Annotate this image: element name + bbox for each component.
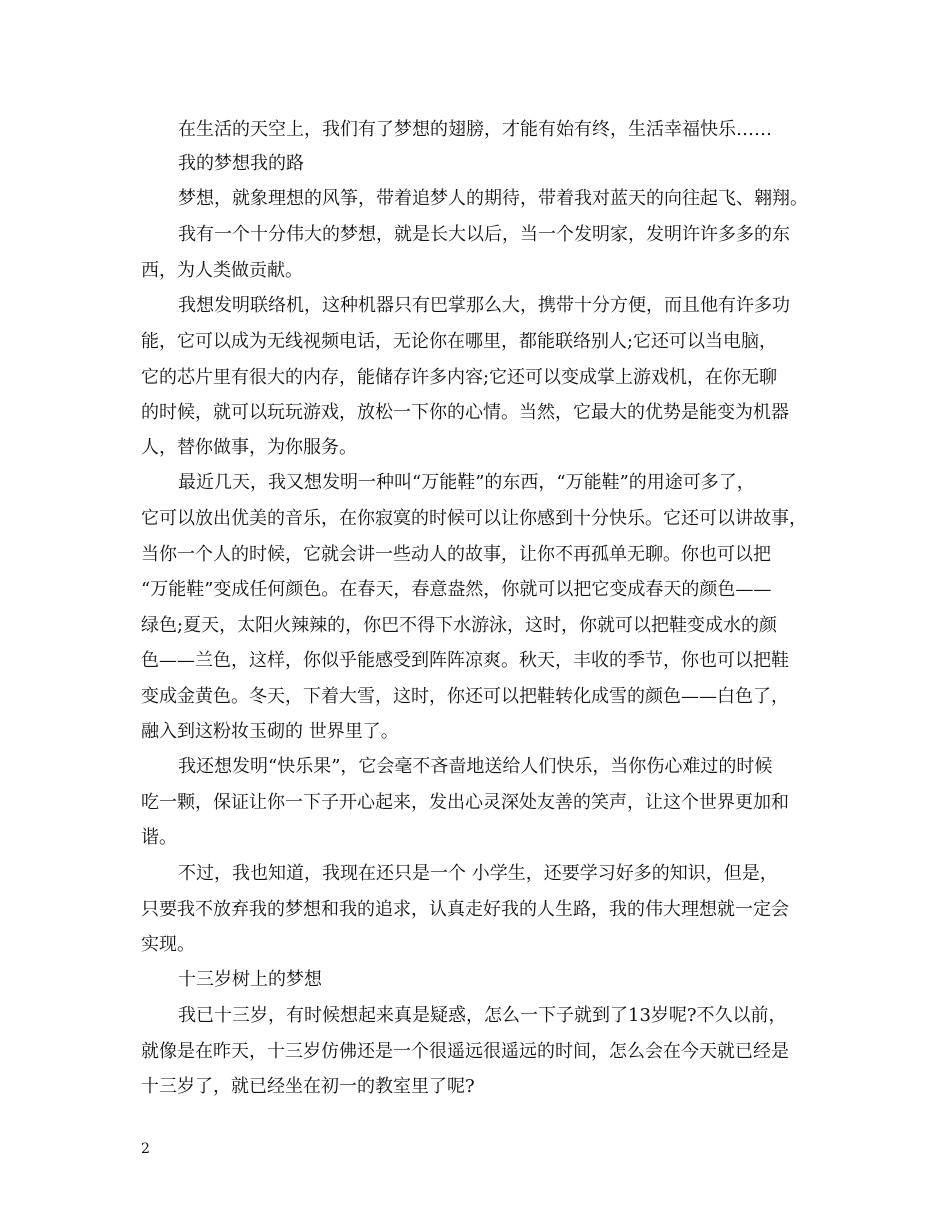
text-line: 在生活的天空上，我们有了梦想的翅膀，才能有始有终，生活幸福快乐…… (178, 119, 772, 140)
section-heading: 我的梦想我的路 (178, 153, 304, 174)
page-number: 2 (141, 1141, 150, 1157)
text-line: 就像是在昨天，十三岁仿佛还是一个很遥远很遥远的时间，怎么会在今天就已经是 (141, 1041, 789, 1062)
text-line: 绿色;夏天，太阳火辣辣的，你巴不得下水游泳，这时，你就可以把鞋变成水的颜 (141, 615, 778, 636)
text-line: “万能鞋”变成任何颜色。在春天，春意盎然，你就可以把它变成春天的颜色—— (141, 579, 772, 600)
text-line: 最近几天，我又想发明一种叫“万能鞋”的东西，“万能鞋”的用途可多了， (178, 472, 755, 493)
text-line: 实现。 (141, 934, 195, 955)
text-line: 它的芯片里有很大的内存，能储存许多内容;它还可以变成掌上游戏机，在你无聊 (141, 367, 778, 388)
text-line: 变成金黄色。冬天，下着大雪，这时，你还可以把鞋转化成雪的颜色——白色了， (141, 686, 789, 707)
text-line: 人，替你做事，为你服务。 (141, 437, 357, 458)
text-line: 我想发明联络机，这种机器只有巴掌那么大，携带十分方便，而且他有许多功 (178, 295, 790, 316)
text-line: 吃一颗，保证让你一下子开心起来，发出心灵深处友善的笑声，让这个世界更加和 (141, 792, 789, 813)
text-line: 十三岁了，就已经坐在初一的教室里了呢? (141, 1076, 475, 1097)
text-line: 的时候，就可以玩玩游戏，放松一下你的心情。当然，它最大的优势是能变为机器 (141, 402, 789, 423)
text-line: 谐。 (141, 827, 177, 848)
text-line: 不过，我也知道，我现在还只是一个 小学生，还要学习好多的知识，但是， (178, 863, 778, 884)
text-line: 我有一个十分伟大的梦想，就是长大以后，当一个发明家，发明许许多多的东 (178, 224, 790, 245)
text-line: 融入到这粉妆玉砌的 世界里了。 (141, 721, 399, 742)
text-line: 西，为人类做贡献。 (141, 260, 303, 281)
text-line: 能，它可以成为无线视频电话，无论你在哪里，都能联络别人;它还可以当电脑， (141, 331, 778, 352)
text-line: 只要我不放弃我的梦想和我的追求，认真走好我的人生路，我的伟大理想就一定会 (141, 899, 789, 920)
text-line: 我还想发明“快乐果”，它会毫不吝啬地送给人们快乐，当你伤心难过的时候 (178, 756, 773, 777)
text-line: 它可以放出优美的音乐，在你寂寞的时候可以让你感到十分快乐。它还可以讲故事， (141, 508, 807, 529)
text-line: 当你一个人的时候，它就会讲一些动人的故事，让你不再孤单无聊。你也可以把 (141, 544, 771, 565)
text-line: 梦想，就象理想的风筝，带着追梦人的期待，带着我对蓝天的向往起飞、翱翔。 (178, 188, 808, 209)
text-line: 色——兰色，这样，你似乎能感受到阵阵凉爽。秋天，丰收的季节，你也可以把鞋 (141, 650, 789, 671)
section-heading: 十三岁树上的梦想 (178, 969, 322, 990)
text-line: 我已十三岁，有时候想起来真是疑惑，怎么一下子就到了13岁呢?不久以前， (178, 1005, 787, 1026)
